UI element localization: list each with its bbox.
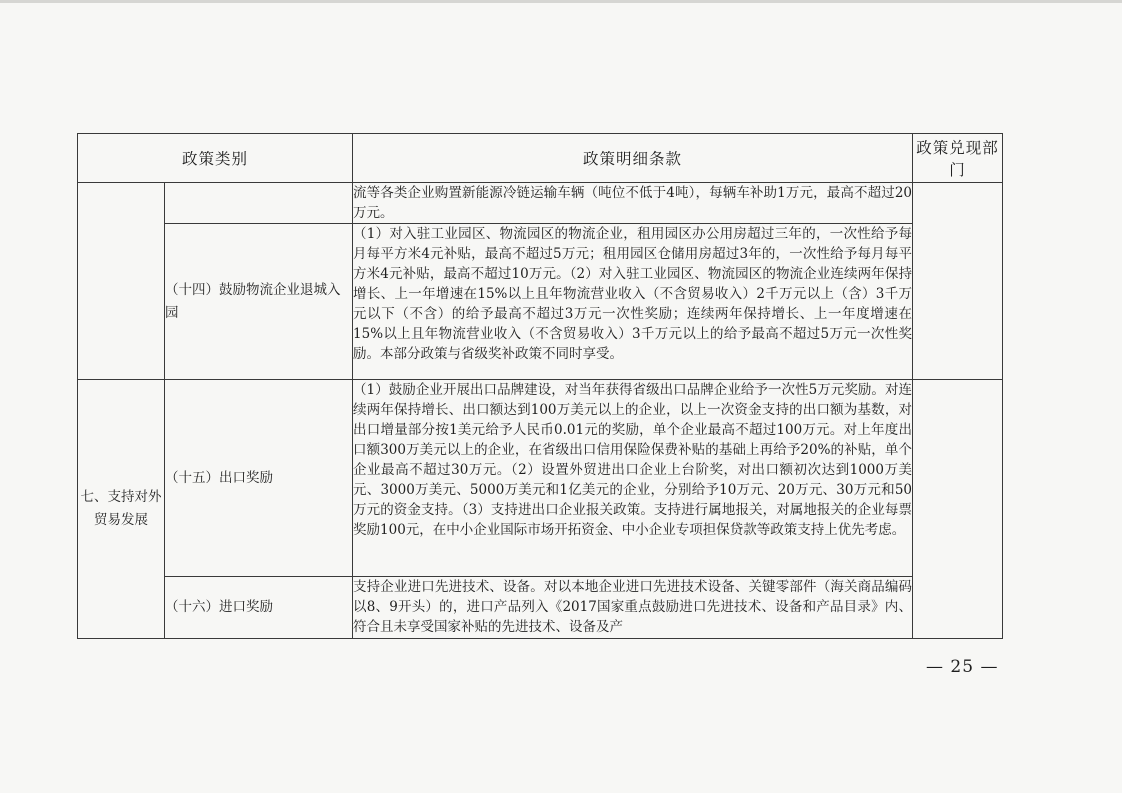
header-policy-category: 政策类别	[78, 134, 353, 183]
detail-cell: （1）对入驻工业园区、物流园区的物流企业，租用园区办公用房超过三年的，一次性给予每月每平方米4元补贴，最高不超过5万元；租用园区仓储用房超过3年的，一次性给予每月每平方米4元补贴，最高不超过10万元。（2）对入驻工业园区、物流园区的物流企业连续两年保持增长、上一年增速在15%以上且年物流营业收入（不含贸易收入）2千万元以上（含）3千万元以下（不含）的给予最高不超过3万元一次性奖励；连续两年保持增长、上一年度增速在15%以上且年物流营业收入（不含贸易收入）3千万元以上的给予最高不超过5万元一次性奖励。本部分政策与省级奖补政策不同时享受。	[353, 224, 913, 380]
detail-cell: （1）鼓励企业开展出口品牌建设，对当年获得省级出口品牌企业给予一次性5万元奖励。对连续两年保持增长、出口额达到100万美元以上的企业，以上一次资金支持的出口额为基数，对出口增量部分按1美元给予人民币0.01元的奖励，单个企业最高不超过100万元。对上年度出口额300万美元以上的企业，在省级出口信用保险保费补贴的基础上再给予20%的补贴，单个企业最高不超过30万元。（2）设置外贸进出口企业上台阶奖，对出口额初次达到1000万美元、3000万美元、5000万美元和1亿美元的企业，分别给予10万元、20万元、30万元和50万元的资金支持。（3）支持进出口企业报关政策。支持进行属地报关，对属地报关的企业每票奖励100元，在中小企业国际市场开拓资金、中小企业专项担保贷款等政策支持上优先考虑。	[353, 380, 913, 577]
scan-top-edge	[0, 0, 1122, 3]
table-header-row	[78, 134, 1003, 183]
table-row	[78, 577, 1003, 639]
department-cell	[913, 380, 1003, 639]
subcategory-cell: （十四）鼓励物流企业退城入园	[165, 224, 353, 380]
detail-cell: 支持企业进口先进技术、设备。对以本地企业进口先进技术设备、关键零部件（海关商品编码以8、9开头）的，进口产品列入《2017国家重点鼓励进口先进技术、设备和产品目录》内、符合且未享受国家补贴的先进技术、设备及产	[353, 577, 913, 639]
department-cell	[913, 183, 1003, 380]
category-cell-empty	[78, 183, 165, 380]
header-policy-department: 政策兑现部门	[913, 134, 1003, 183]
table-row	[78, 183, 1003, 224]
subcategory-cell-empty	[165, 183, 353, 224]
table-row	[78, 224, 1003, 380]
detail-cell: 流等各类企业购置新能源冷链运输车辆（吨位不低于4吨），每辆车补助1万元，最高不超过20万元。	[353, 183, 913, 224]
subcategory-cell: （十六）进口奖励	[165, 577, 353, 639]
category-cell: 七、支持对外贸易发展	[78, 380, 165, 639]
policy-table	[77, 133, 1003, 639]
subcategory-cell: （十五）出口奖励	[165, 380, 353, 577]
page-number: — 25 —	[926, 657, 999, 677]
header-policy-detail: 政策明细条款	[353, 134, 913, 183]
table-row	[78, 380, 1003, 577]
